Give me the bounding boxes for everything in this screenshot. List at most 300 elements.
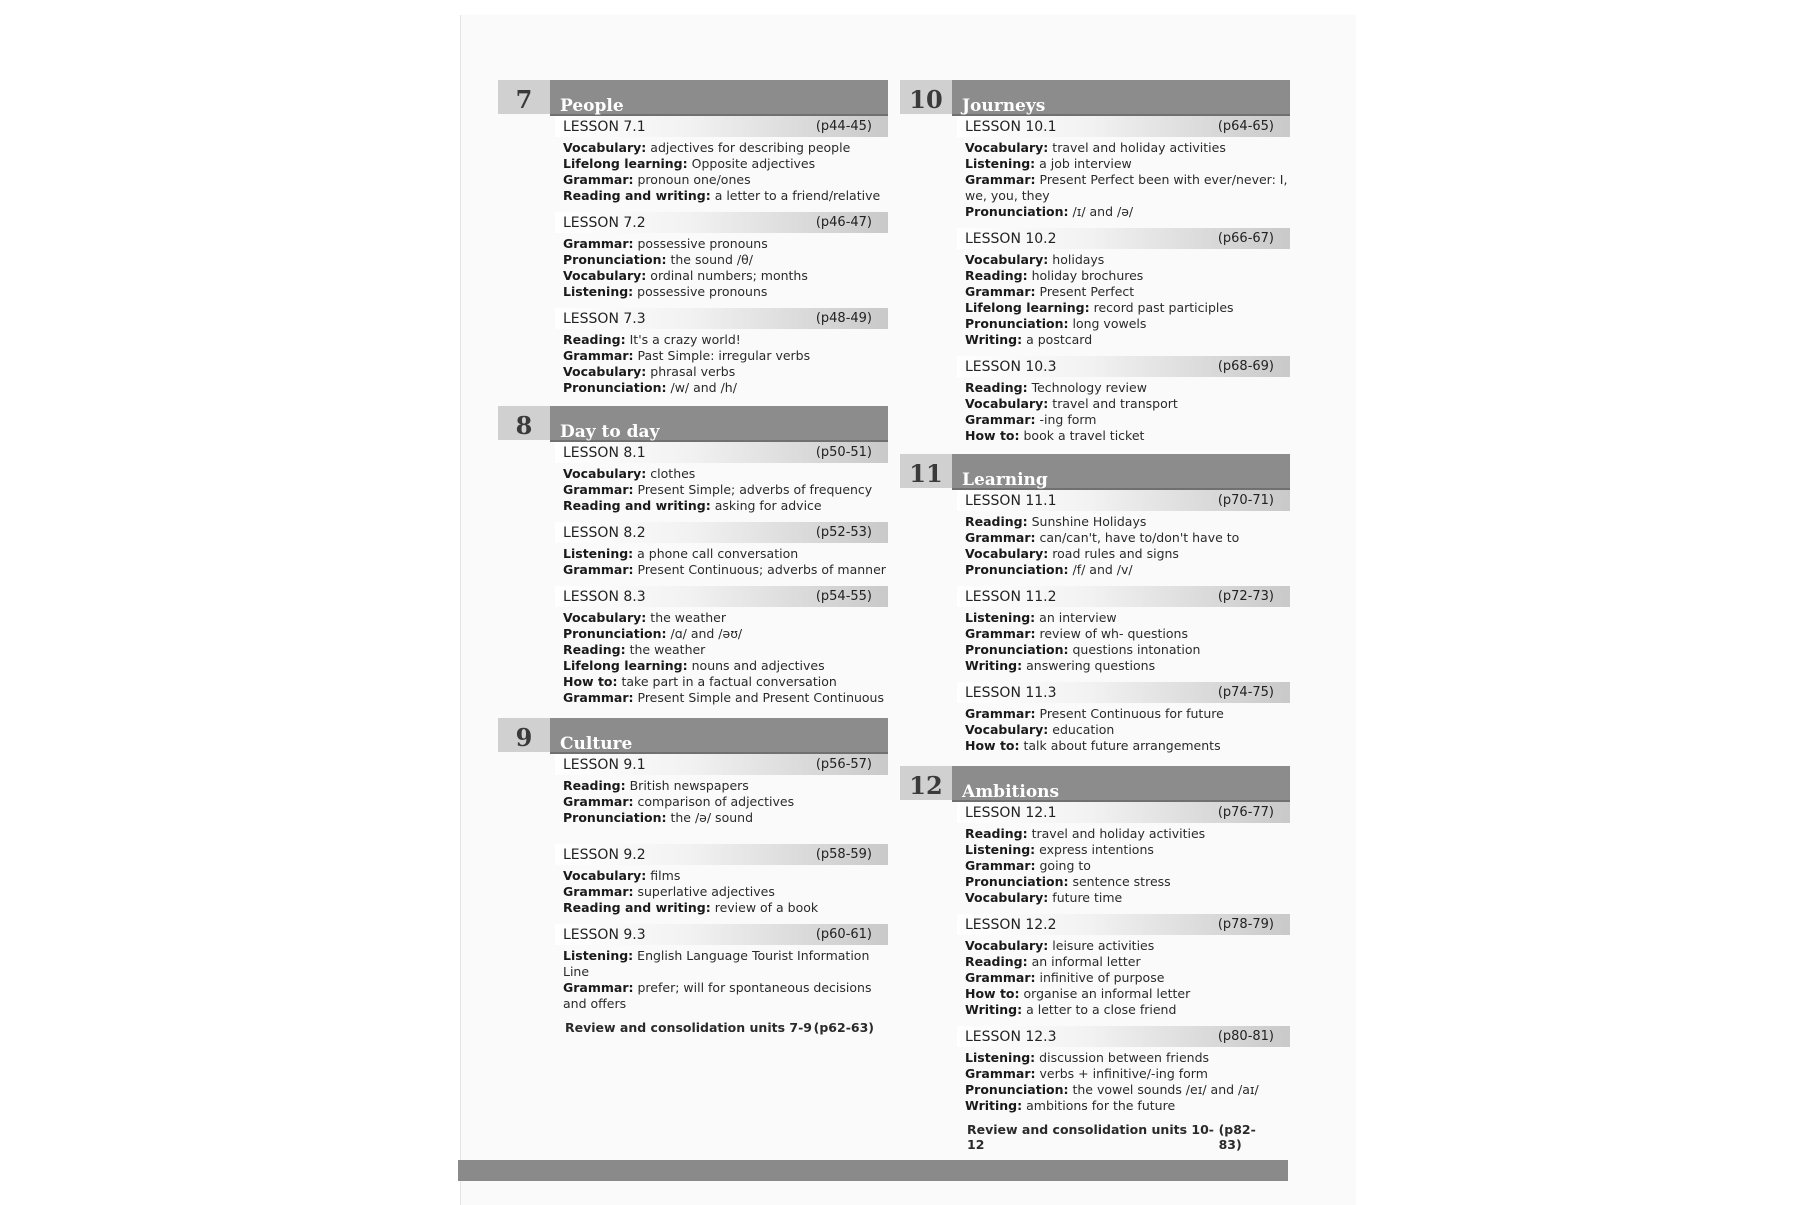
item-value: travel and transport: [1052, 396, 1178, 411]
unit-title-bar: [550, 718, 888, 754]
item-value: clothes: [650, 466, 696, 481]
unit-title: Journeys: [962, 96, 1046, 116]
item-value: nouns and adjectives: [691, 658, 825, 673]
item-key: Vocabulary:: [965, 140, 1049, 155]
lesson-item: [965, 204, 1290, 220]
item-key: Vocabulary:: [965, 722, 1049, 737]
lesson-pages: (p76-77): [1217, 805, 1274, 820]
lesson: [957, 802, 1290, 906]
item-value: ordinal numbers; months: [650, 268, 808, 283]
lesson-label: LESSON 11.1: [965, 492, 1057, 509]
item-value: travel and holiday activities: [1052, 140, 1226, 155]
lesson-item: [965, 858, 1290, 874]
lesson-item: [563, 868, 888, 884]
item-key: Grammar:: [563, 690, 634, 705]
item-value: British newspapers: [629, 778, 749, 793]
lesson-item: [965, 1002, 1290, 1018]
item-key: Listening:: [965, 156, 1036, 171]
item-key: Reading:: [965, 380, 1028, 395]
item-key: How to:: [965, 428, 1020, 443]
item-value: verbs + infinitive/-ing form: [1039, 1066, 1208, 1081]
lesson-item: [965, 300, 1290, 316]
item-value: Sunshine Holidays: [1031, 514, 1147, 529]
lesson-item: [563, 364, 888, 380]
lesson-item: [965, 316, 1290, 332]
lesson-item: [965, 1066, 1290, 1082]
item-key: Grammar:: [965, 706, 1036, 721]
item-key: Grammar:: [965, 1066, 1036, 1081]
lesson-item: [965, 268, 1290, 284]
item-key: Vocabulary:: [965, 546, 1049, 561]
item-value: prefer; will for spontaneous decisions and offers: [563, 980, 872, 1011]
lesson-item: [965, 380, 1290, 396]
lesson-pages: (p78-79): [1217, 917, 1274, 932]
item-key: Grammar:: [965, 970, 1036, 985]
unit-header: [498, 406, 888, 440]
lesson-item: [563, 466, 888, 482]
lesson-header: [555, 212, 888, 233]
lesson: [555, 522, 888, 578]
lesson-item: [563, 348, 888, 364]
item-value: /ɪ/ and /ə/: [1072, 204, 1134, 219]
item-key: Grammar:: [965, 284, 1036, 299]
item-value: Present Continuous for future: [1039, 706, 1224, 721]
item-value: review of wh- questions: [1039, 626, 1188, 641]
lesson: [555, 924, 888, 1012]
lesson-item: [563, 172, 888, 188]
item-key: Listening:: [965, 842, 1036, 857]
item-value: future time: [1052, 890, 1123, 905]
lesson: [555, 212, 888, 300]
lesson-label: LESSON 7.2: [563, 214, 646, 231]
item-value: superlative adjectives: [637, 884, 775, 899]
lesson-item: [563, 642, 888, 658]
lesson-header: [957, 356, 1290, 377]
unit-title: Learning: [962, 470, 1048, 490]
lesson-header: [957, 586, 1290, 607]
item-key: Pronunciation:: [563, 380, 667, 395]
unit-header: [900, 80, 1290, 114]
item-value: questions intonation: [1072, 642, 1201, 657]
item-key: Grammar:: [965, 626, 1036, 641]
item-value: long vowels: [1072, 316, 1147, 331]
unit-number: 7: [498, 80, 550, 114]
review-pages: (p62-63): [813, 1020, 874, 1035]
lesson-item: [563, 380, 888, 396]
item-value: take part in a factual conversation: [621, 674, 837, 689]
unit-title-bar: [952, 454, 1290, 490]
lesson: [957, 1026, 1290, 1114]
item-value: Opposite adjectives: [691, 156, 816, 171]
item-key: Pronunciation:: [965, 874, 1069, 889]
item-key: Reading and writing:: [563, 498, 711, 513]
lesson-item: [563, 236, 888, 252]
lesson-item: [965, 874, 1290, 890]
lesson-item: [563, 810, 888, 826]
item-value: record past participles: [1093, 300, 1234, 315]
lesson-item: [563, 626, 888, 642]
unit-header: [498, 80, 888, 114]
unit-header: [900, 454, 1290, 488]
lesson-item: [563, 674, 888, 690]
lesson-item: [965, 1082, 1290, 1098]
lesson-item: [965, 706, 1290, 722]
item-key: Lifelong learning:: [563, 658, 688, 673]
item-value: English Language Tourist Information Line: [563, 948, 870, 979]
lesson-label: LESSON 9.2: [563, 846, 646, 863]
lesson-pages: (p60-61): [815, 927, 872, 942]
lesson-pages: (p58-59): [815, 847, 872, 862]
lesson-item: [965, 546, 1290, 562]
item-value: road rules and signs: [1052, 546, 1179, 561]
item-value: express intentions: [1039, 842, 1154, 857]
lesson-header: [555, 522, 888, 543]
lesson-label: LESSON 8.2: [563, 524, 646, 541]
item-key: Pronunciation:: [563, 252, 667, 267]
lesson-item: [965, 738, 1290, 754]
lesson-item: [563, 778, 888, 794]
lesson-header: [555, 924, 888, 945]
item-value: the weather: [629, 642, 706, 657]
item-key: Reading:: [965, 954, 1028, 969]
item-key: Grammar:: [563, 482, 634, 497]
unit-12: [900, 766, 1290, 1152]
lesson-item: [563, 332, 888, 348]
item-value: -ing form: [1039, 412, 1097, 427]
lesson-item: [965, 252, 1290, 268]
lesson-item: [965, 1098, 1290, 1114]
lesson-item: [965, 1050, 1290, 1066]
lesson-header: [957, 1026, 1290, 1047]
item-key: Grammar:: [563, 980, 634, 995]
lesson-label: LESSON 12.3: [965, 1028, 1057, 1045]
item-value: a phone call conversation: [637, 546, 799, 561]
item-value: a letter to a friend/relative: [714, 188, 881, 203]
item-key: Listening:: [965, 1050, 1036, 1065]
item-value: travel and holiday activities: [1031, 826, 1206, 841]
item-key: Writing:: [965, 658, 1023, 673]
item-key: Grammar:: [563, 172, 634, 187]
item-key: Vocabulary:: [965, 890, 1049, 905]
lesson-header: [555, 442, 888, 463]
item-key: Grammar:: [563, 562, 634, 577]
item-key: Vocabulary:: [965, 252, 1049, 267]
lesson-item: [965, 562, 1290, 578]
lesson-item: [563, 794, 888, 810]
lesson-item: [965, 642, 1290, 658]
item-key: Vocabulary:: [563, 268, 647, 283]
lesson-item: [965, 428, 1290, 444]
item-value: Present Perfect been with ever/never: I, we, you, they: [965, 172, 1288, 203]
lesson-item: [965, 722, 1290, 738]
review-row: [555, 1020, 888, 1035]
item-value: an interview: [1039, 610, 1117, 625]
unit-10: [900, 80, 1290, 452]
lesson-item: [563, 188, 888, 204]
unit-title: People: [560, 96, 624, 116]
item-key: Writing:: [965, 1098, 1023, 1113]
lesson-pages: (p46-47): [815, 215, 872, 230]
item-value: sentence stress: [1072, 874, 1171, 889]
unit-header: [498, 718, 888, 752]
item-key: Vocabulary:: [563, 610, 647, 625]
lesson-item: [965, 140, 1290, 156]
lesson: [555, 754, 888, 826]
review-label: Review and consolidation units 7-9: [565, 1020, 812, 1035]
lesson: [957, 356, 1290, 444]
item-value: discussion between friends: [1039, 1050, 1210, 1065]
item-key: Pronunciation:: [965, 1082, 1069, 1097]
lesson-item: [965, 530, 1290, 546]
lesson-pages: (p44-45): [815, 119, 872, 134]
lesson-label: LESSON 10.2: [965, 230, 1057, 247]
lesson: [957, 914, 1290, 1018]
lesson-item: [965, 658, 1290, 674]
unit-number: 12: [900, 766, 952, 800]
unit-number: 8: [498, 406, 550, 440]
lesson-header: [957, 490, 1290, 511]
item-value: the weather: [650, 610, 727, 625]
left-column: [498, 80, 888, 1040]
lesson: [555, 308, 888, 396]
lesson: [957, 228, 1290, 348]
lesson: [555, 844, 888, 916]
item-key: Vocabulary:: [965, 938, 1049, 953]
lesson-pages: (p48-49): [815, 311, 872, 326]
lesson-item: [965, 156, 1290, 172]
lesson-item: [563, 252, 888, 268]
lesson: [957, 490, 1290, 578]
item-key: Grammar:: [563, 348, 634, 363]
lesson-item: [965, 954, 1290, 970]
lesson-label: LESSON 8.1: [563, 444, 646, 461]
lesson-item: [965, 284, 1290, 300]
item-key: Pronunciation:: [563, 626, 667, 641]
lesson: [555, 116, 888, 204]
lesson-item: [563, 658, 888, 674]
lesson-item: [965, 412, 1290, 428]
lesson-item: [965, 514, 1290, 530]
lesson-header: [957, 228, 1290, 249]
item-key: Grammar:: [965, 530, 1036, 545]
lesson-pages: (p50-51): [815, 445, 872, 460]
item-value: can/can't, have to/don't have to: [1039, 530, 1240, 545]
item-key: Vocabulary:: [563, 466, 647, 481]
item-key: Reading:: [965, 268, 1028, 283]
lesson-pages: (p70-71): [1217, 493, 1274, 508]
lesson-label: LESSON 11.2: [965, 588, 1057, 605]
item-key: Vocabulary:: [563, 364, 647, 379]
item-value: possessive pronouns: [637, 236, 768, 251]
unit-number: 10: [900, 80, 952, 114]
lesson-item: [563, 900, 888, 916]
item-value: a job interview: [1039, 156, 1132, 171]
lesson-item: [563, 884, 888, 900]
item-key: Vocabulary:: [563, 140, 647, 155]
lesson-item: [965, 610, 1290, 626]
item-value: a postcard: [1026, 332, 1093, 347]
lesson-pages: (p54-55): [815, 589, 872, 604]
item-value: leisure activities: [1052, 938, 1155, 953]
unit-title-bar: [550, 406, 888, 442]
item-key: Reading:: [965, 514, 1028, 529]
lesson-item: [563, 140, 888, 156]
lesson: [957, 116, 1290, 220]
lesson-pages: (p66-67): [1217, 231, 1274, 246]
item-key: Vocabulary:: [965, 396, 1049, 411]
lesson-item: [965, 938, 1290, 954]
item-value: the sound /θ/: [670, 252, 753, 267]
lesson-item: [965, 332, 1290, 348]
lesson-item: [563, 948, 888, 980]
unit-11: [900, 454, 1290, 762]
item-key: Listening:: [563, 546, 634, 561]
lesson-item: [563, 610, 888, 626]
unit-7: [498, 80, 888, 404]
lesson-header: [957, 116, 1290, 137]
item-value: going to: [1039, 858, 1091, 873]
item-value: adjectives for describing people: [650, 140, 851, 155]
lesson-header: [555, 844, 888, 865]
lesson-label: LESSON 8.3: [563, 588, 646, 605]
item-key: Grammar:: [563, 884, 634, 899]
item-value: /w/ and /h/: [670, 380, 737, 395]
right-column: [900, 80, 1290, 1152]
lesson-pages: (p74-75): [1217, 685, 1274, 700]
item-value: review of a book: [714, 900, 819, 915]
review-row: [957, 1122, 1290, 1152]
lesson-label: LESSON 9.3: [563, 926, 646, 943]
item-value: /ɑ/ and /əʊ/: [670, 626, 743, 641]
item-key: Reading and writing:: [563, 188, 711, 203]
item-value: the /ə/ sound: [670, 810, 753, 825]
lesson: [555, 442, 888, 514]
item-key: Lifelong learning:: [965, 300, 1090, 315]
item-value: infinitive of purpose: [1039, 970, 1165, 985]
item-value: comparison of adjectives: [637, 794, 795, 809]
item-key: Grammar:: [965, 858, 1036, 873]
lesson-label: LESSON 7.1: [563, 118, 646, 135]
lesson-item: [563, 546, 888, 562]
item-value: education: [1052, 722, 1115, 737]
item-key: How to:: [965, 738, 1020, 753]
item-key: Writing:: [965, 1002, 1023, 1017]
item-value: Present Perfect: [1039, 284, 1135, 299]
item-key: Grammar:: [563, 794, 634, 809]
lesson-pages: (p72-73): [1217, 589, 1274, 604]
lesson: [555, 586, 888, 706]
lesson-header: [957, 682, 1290, 703]
lesson-item: [563, 562, 888, 578]
lesson-header: [555, 754, 888, 775]
lesson-item: [563, 284, 888, 300]
lesson-pages: (p52-53): [815, 525, 872, 540]
item-value: pronoun one/ones: [637, 172, 751, 187]
lesson-label: LESSON 12.1: [965, 804, 1057, 821]
item-key: Listening:: [965, 610, 1036, 625]
lesson-label: LESSON 10.3: [965, 358, 1057, 375]
item-key: Listening:: [563, 948, 634, 963]
item-key: Pronunciation:: [965, 642, 1069, 657]
lesson-item: [563, 498, 888, 514]
item-value: a letter to a close friend: [1026, 1002, 1177, 1017]
unit-8: [498, 406, 888, 714]
unit-9: [498, 718, 888, 1035]
lesson-header: [957, 802, 1290, 823]
item-key: Grammar:: [965, 412, 1036, 427]
item-value: answering questions: [1026, 658, 1156, 673]
item-key: How to:: [563, 674, 618, 689]
review-pages: (p82-83): [1218, 1122, 1256, 1152]
lesson-item: [965, 842, 1290, 858]
unit-title-bar: [550, 80, 888, 116]
item-key: Pronunciation:: [965, 562, 1069, 577]
item-key: Reading:: [563, 332, 626, 347]
lesson: [957, 586, 1290, 674]
item-key: Vocabulary:: [563, 868, 647, 883]
lesson-label: LESSON 11.3: [965, 684, 1057, 701]
lesson-item: [563, 690, 888, 706]
item-key: Grammar:: [563, 236, 634, 251]
item-key: Listening:: [563, 284, 634, 299]
lesson-header: [555, 586, 888, 607]
lesson-item: [965, 890, 1290, 906]
item-key: Grammar:: [965, 172, 1036, 187]
item-value: an informal letter: [1031, 954, 1141, 969]
lesson-label: LESSON 9.1: [563, 756, 646, 773]
item-value: Present Continuous; adverbs of manner: [637, 562, 886, 577]
item-value: Present Simple; adverbs of frequency: [637, 482, 873, 497]
lesson-header: [957, 914, 1290, 935]
item-value: the vowel sounds /eɪ/ and /aɪ/: [1072, 1082, 1259, 1097]
item-value: Technology review: [1031, 380, 1147, 395]
lesson-item: [563, 156, 888, 172]
item-key: Reading:: [965, 826, 1028, 841]
item-value: organise an informal letter: [1023, 986, 1191, 1001]
unit-number: 9: [498, 718, 550, 752]
unit-header: [900, 766, 1290, 800]
item-value: holidays: [1052, 252, 1105, 267]
lesson-label: LESSON 12.2: [965, 916, 1057, 933]
lesson-pages: (p80-81): [1217, 1029, 1274, 1044]
item-value: It's a crazy world!: [629, 332, 741, 347]
lesson-item: [563, 980, 888, 1012]
item-key: Pronunciation:: [965, 204, 1069, 219]
unit-title: Day to day: [560, 422, 660, 442]
item-value: phrasal verbs: [650, 364, 736, 379]
item-value: Past Simple: irregular verbs: [637, 348, 811, 363]
lesson-item: [563, 268, 888, 284]
unit-title-bar: [952, 80, 1290, 116]
item-value: holiday brochures: [1031, 268, 1144, 283]
item-key: Pronunciation:: [965, 316, 1069, 331]
item-value: book a travel ticket: [1023, 428, 1145, 443]
lesson-item: [965, 970, 1290, 986]
page-footer-bar: [458, 1160, 1288, 1181]
lesson-item: [965, 172, 1290, 204]
item-key: How to:: [965, 986, 1020, 1001]
item-key: Reading and writing:: [563, 900, 711, 915]
unit-title-bar: [952, 766, 1290, 802]
item-value: talk about future arrangements: [1023, 738, 1221, 753]
lesson-pages: (p56-57): [815, 757, 872, 772]
item-key: Reading:: [563, 778, 626, 793]
unit-title: Culture: [560, 734, 633, 754]
item-value: asking for advice: [714, 498, 822, 513]
lesson-label: LESSON 10.1: [965, 118, 1057, 135]
lesson: [957, 682, 1290, 754]
item-key: Writing:: [965, 332, 1023, 347]
